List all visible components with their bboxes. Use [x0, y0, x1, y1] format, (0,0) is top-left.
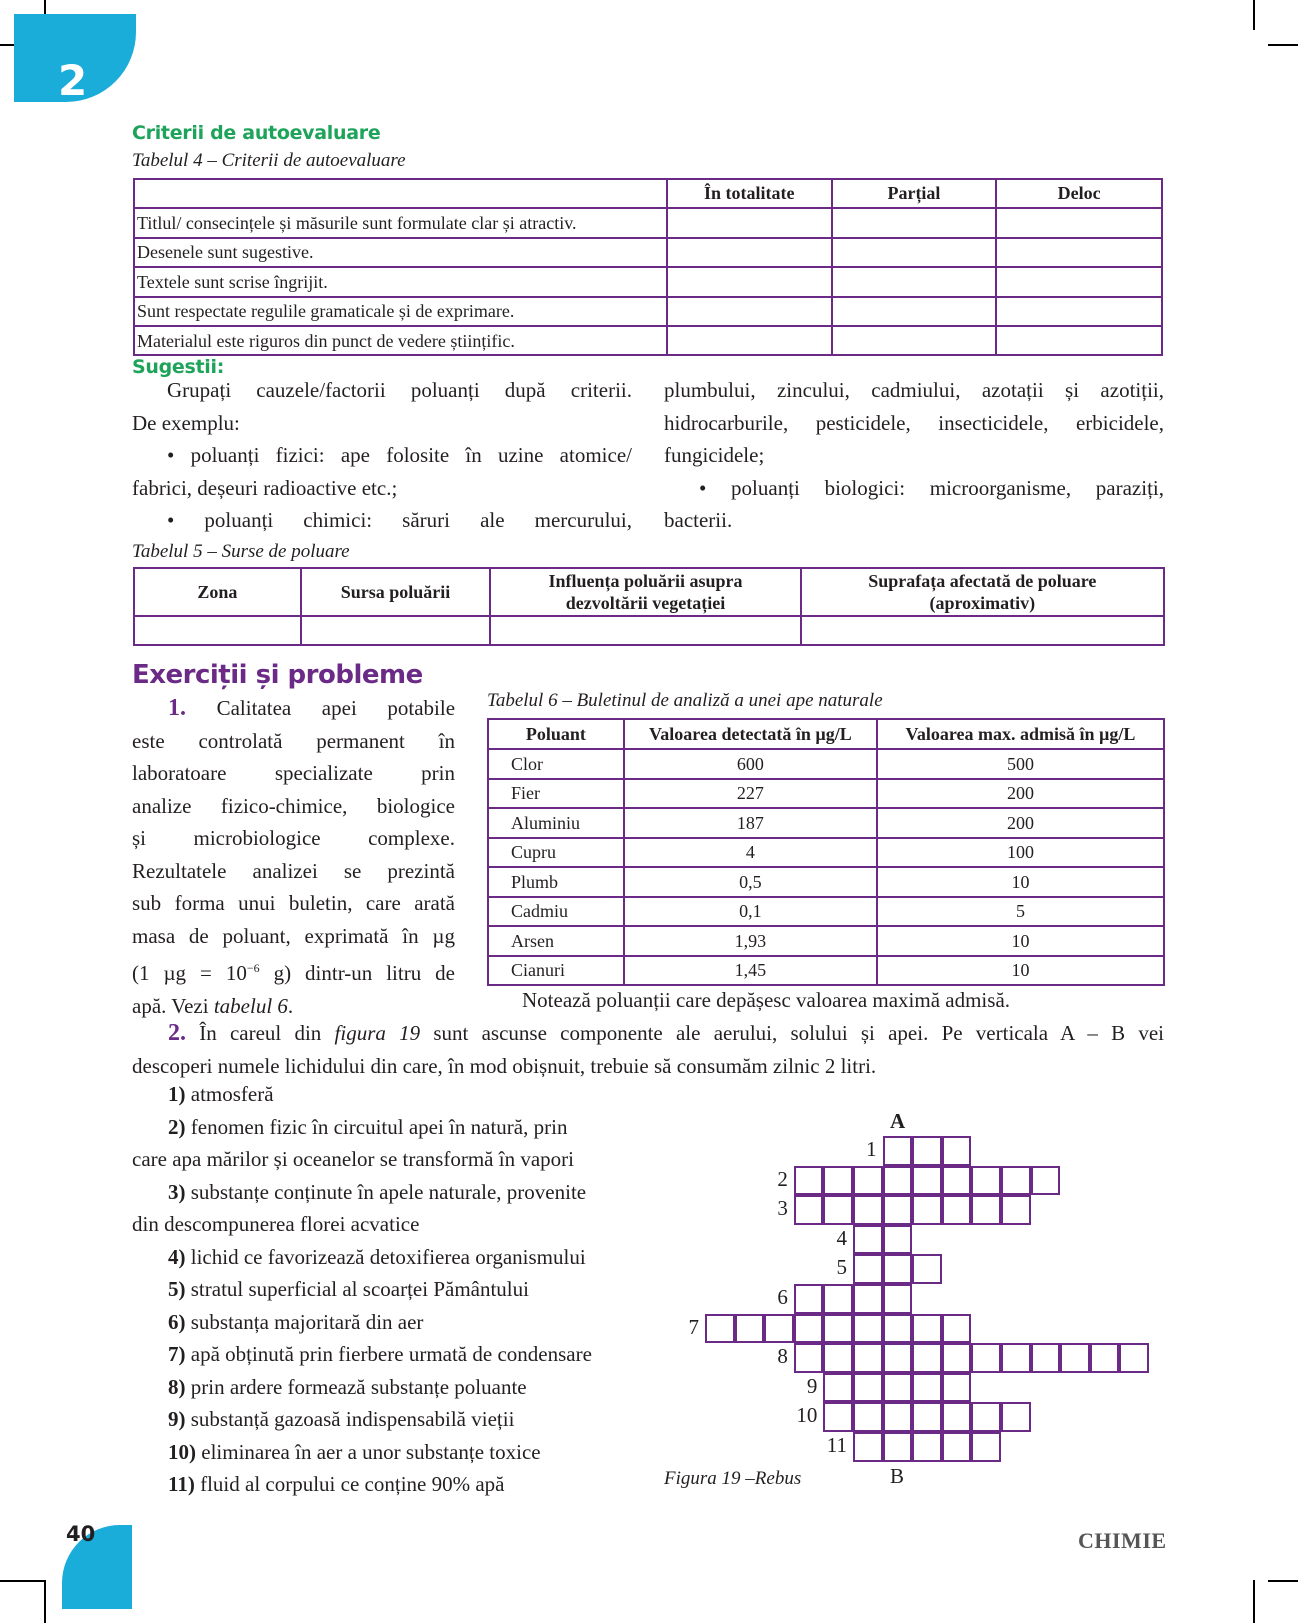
list-item: 2) fenomen fizic în circuitul apei în natură, prin	[168, 1114, 568, 1139]
crossword-row-number: 11	[826, 1433, 847, 1457]
exercises-heading: Exerciții și probleme	[132, 660, 423, 690]
criteria-cell[interactable]	[832, 297, 997, 326]
crossword-cell[interactable]	[971, 1432, 1001, 1462]
table5-header-area: Suprafața afectată de poluare (aproximativ)	[801, 568, 1164, 616]
crossword-row-number: 3	[777, 1196, 788, 1221]
crossword-cell[interactable]	[942, 1314, 972, 1344]
crossword-cell[interactable]	[883, 1343, 913, 1373]
criteria-cell[interactable]	[832, 238, 997, 267]
criteria-cell[interactable]	[667, 326, 832, 355]
crossword-row-number: 5	[836, 1255, 847, 1280]
table5-caption: Tabelul 5 – Surse de poluare	[132, 541, 350, 562]
crossword-cell[interactable]	[883, 1402, 913, 1432]
criteria-header-total: În totalitate	[667, 179, 832, 208]
crossword-row-number: 8	[777, 1344, 788, 1369]
crossword-cell[interactable]	[912, 1432, 942, 1462]
table-row: Fier 227 200	[488, 779, 1164, 809]
criteria-cell[interactable]	[996, 267, 1162, 296]
crossword-cell[interactable]	[823, 1166, 853, 1196]
suggestion-line: plumbului, zincului, cadmiului, azotații și azotiții,	[664, 378, 1164, 402]
page-number: 40	[66, 1522, 96, 1546]
table4-caption: Tabelul 4 – Criterii de autoevaluare	[132, 150, 406, 171]
suggestion-line: fungicidele;	[664, 443, 765, 467]
crossword-cell[interactable]	[1060, 1343, 1090, 1373]
criteria-cell[interactable]	[667, 297, 832, 326]
crossword-cell[interactable]	[971, 1166, 1001, 1196]
crossword-row-number: 10	[796, 1403, 818, 1428]
crossword-cell[interactable]	[853, 1166, 883, 1196]
table6-header-pollutant: Poluant	[488, 719, 624, 749]
crossword-cell[interactable]	[942, 1402, 972, 1432]
suggestion-line: De exemplu:	[132, 410, 240, 435]
table-row: Aluminiu 187 200	[488, 808, 1164, 838]
table-row: Cadmiu 0,1 5	[488, 897, 1164, 927]
crossword-row-number: 4	[836, 1225, 847, 1250]
crossword-cell[interactable]	[912, 1136, 942, 1166]
criteria-cell[interactable]	[667, 238, 832, 267]
crossword-cell[interactable]	[971, 1195, 1001, 1225]
crossword-top-label: A	[890, 1109, 906, 1133]
criteria-cell[interactable]	[667, 208, 832, 237]
figure19-caption: Figura 19 –Rebus	[664, 1468, 802, 1489]
crossword-cell[interactable]	[794, 1195, 824, 1225]
criteria-cell[interactable]	[832, 208, 997, 237]
crossword-cell[interactable]	[1001, 1195, 1031, 1225]
crossword-cell[interactable]	[912, 1314, 942, 1344]
crossword-cell[interactable]	[883, 1166, 913, 1196]
crossword-cell[interactable]	[1001, 1343, 1031, 1373]
crossword-cell[interactable]	[942, 1166, 972, 1196]
suggestion-line: • poluanți biologici: microorganisme, paraziți,	[699, 475, 1164, 500]
crossword-cell[interactable]	[853, 1373, 883, 1403]
criteria-table	[133, 178, 1163, 356]
suggestions-right-column	[664, 374, 1164, 537]
crossword-cell[interactable]	[853, 1343, 883, 1373]
crossword-cell[interactable]	[971, 1343, 1001, 1373]
list-item: 3) substanțe conținute în apele naturale, provenite	[168, 1179, 587, 1204]
criteria-cell[interactable]	[996, 238, 1162, 267]
water-analysis-table	[487, 718, 1165, 986]
crossword-cell[interactable]	[853, 1402, 883, 1432]
crossword-cell[interactable]	[883, 1195, 913, 1225]
crossword-cell[interactable]	[883, 1432, 913, 1462]
crossword-cell[interactable]	[942, 1432, 972, 1462]
crossword-cell[interactable]	[883, 1314, 913, 1344]
table-row	[134, 297, 1162, 326]
criteria-cell[interactable]	[832, 326, 997, 355]
subject-label: CHIMIE	[1078, 1528, 1167, 1553]
suggestion-line: fabrici, deșeuri radioactive etc.;	[132, 475, 398, 500]
table-row	[134, 208, 1162, 237]
list-item: 4) lichid ce favorizează detoxifierea organismului	[168, 1244, 586, 1269]
crossword-cell[interactable]	[794, 1343, 824, 1373]
criteria-cell[interactable]	[996, 208, 1162, 237]
table-row: Cupru 4 100	[488, 838, 1164, 868]
crossword-cell[interactable]	[853, 1254, 883, 1284]
table6-header-max: Valoarea max. admisă în µg/L	[877, 719, 1164, 749]
criteria-cell[interactable]	[667, 267, 832, 296]
suggestions-heading: Sugestii:	[132, 356, 225, 378]
crossword-cell[interactable]	[942, 1373, 972, 1403]
crossword-cell[interactable]	[794, 1314, 824, 1344]
crossword-cell[interactable]	[883, 1284, 913, 1314]
crossword-cell[interactable]	[883, 1373, 913, 1403]
exercise-1-number: 1.	[168, 695, 186, 721]
list-item: 1) atmosferă	[168, 1082, 274, 1106]
table6-header-detected: Valoarea detectată în µg/L	[624, 719, 877, 749]
table-row	[134, 267, 1162, 296]
suggestion-line: • poluanți fizici: ape folosite în uzine atomice/	[167, 443, 632, 467]
crossword-cell[interactable]	[912, 1373, 942, 1403]
crossword-cell[interactable]	[971, 1402, 1001, 1432]
crossword-cell[interactable]	[912, 1402, 942, 1432]
table5-header-source: Sursa poluării	[301, 568, 491, 616]
pollution-sources-table	[133, 567, 1165, 646]
list-item: 6) substanța majoritară din aer	[168, 1309, 424, 1334]
crop-mark	[44, 1580, 46, 1623]
table-row: Clor 600 500	[488, 749, 1164, 779]
criteria-cell[interactable]	[996, 326, 1162, 355]
crossword-cell[interactable]	[853, 1195, 883, 1225]
criteria-cell[interactable]	[996, 297, 1162, 326]
suggestion-line: hidrocarburile, pesticidele, insecticidele, erbicidele,	[664, 410, 1164, 435]
list-item: 11) fluid al corpului ce conține 90% apă	[168, 1472, 505, 1496]
list-item: 9) substanță gazoasă indispensabilă vieții	[168, 1407, 515, 1431]
crossword-cell[interactable]	[823, 1314, 853, 1344]
criteria-header-partial: Parțial	[832, 179, 997, 208]
exercise-1-instruction: Notează poluanții care depășesc valoarea maximă admisă.	[522, 988, 1011, 1012]
list-item: 7) apă obținută prin fierbere urmată de condensare	[168, 1342, 592, 1366]
criteria-cell[interactable]	[832, 267, 997, 296]
criteria-heading: Criterii de autoevaluare	[132, 122, 381, 144]
crossword-cell[interactable]	[823, 1402, 853, 1432]
table-row	[134, 326, 1162, 355]
table-row: Arsen 1,93 10	[488, 926, 1164, 956]
crop-mark	[0, 1580, 44, 1582]
crossword-cell[interactable]	[853, 1225, 883, 1255]
crossword-cell[interactable]	[823, 1343, 853, 1373]
crossword-cell[interactable]	[794, 1284, 824, 1314]
crossword-cell[interactable]	[883, 1136, 913, 1166]
exercise-2-number: 2.	[168, 1020, 186, 1046]
crossword-cell[interactable]	[853, 1284, 883, 1314]
crossword-row-number: 6	[777, 1285, 788, 1309]
table-row: Cianuri 1,45 10	[488, 956, 1164, 986]
crossword-cell[interactable]	[1031, 1343, 1061, 1373]
crop-mark	[1268, 1580, 1298, 1582]
crossword-cell[interactable]	[1090, 1343, 1120, 1373]
table6-caption: Tabelul 6 – Buletinul de analiză a unei ape naturale	[487, 690, 883, 711]
suggestion-line: Grupați cauzele/factorii poluanți după criterii.	[167, 378, 632, 402]
criteria-row-label: Materialul este riguros din punct de vedere științific.	[134, 326, 667, 355]
crossword-cell[interactable]	[823, 1195, 853, 1225]
crossword-clues: 1) atmosferă 2) fenomen fizic în circuitul apei în natură, prin care apa mărilor și oceanelor se transformă în vapori 3) substanțe conținute în apele naturale, provenite din descompunerea florei acvatice 4) lichid ce favorizează detoxifierea organismului 5) stratul superficial al scoarței Pământului 6) substanța majoritară din aer 7) apă obținută prin fierbere urmată de condensare 8) prin ardere formează substanțe poluante 9) substanță gazoasă indispensabilă vieții 10) eliminarea în aer a unor substanțe toxice 11) fluid al corpului ce conține 90% apă	[132, 1078, 632, 1501]
crossword-cell[interactable]	[912, 1254, 942, 1284]
crossword-cell[interactable]	[942, 1136, 972, 1166]
crossword-row-number: 1	[866, 1137, 877, 1161]
criteria-header-none: Deloc	[996, 179, 1162, 208]
table-row	[134, 616, 1164, 645]
crossword-cell[interactable]	[1001, 1166, 1031, 1196]
crossword-cell[interactable]	[705, 1314, 735, 1344]
criteria-row-label: Sunt respectate regulile gramaticale și de exprimare.	[134, 297, 667, 326]
table5-cell[interactable]	[301, 616, 491, 645]
crop-mark	[1253, 1580, 1255, 1623]
criteria-row-label: Textele sunt scrise îngrijit.	[134, 267, 667, 296]
crossword-cell[interactable]	[912, 1166, 942, 1196]
table5-header-influence: Influența poluării asupra dezvoltării vegetației	[490, 568, 800, 616]
crossword-bottom-label: B	[890, 1464, 905, 1488]
exercise-1-text: 1. Calitatea apei potabile este controlată permanent în laboratoare specializate prin analize fizico-chimice, biologice și microbiologice complexe. Rezultatele analizei se prezintă sub forma unui buletin, care arată masa de poluant, exprimată în µg (1 $\mu g = 10^{-6}$ g) dintr-un litru de apă. Vezi tabelul 6.	[132, 695, 456, 1018]
chapter-number: 2	[58, 56, 88, 105]
crossword-cell[interactable]	[1119, 1343, 1149, 1373]
crossword-row-number: 9	[806, 1373, 818, 1398]
crossword-cell[interactable]	[764, 1314, 794, 1344]
crossword-cell[interactable]	[942, 1195, 972, 1225]
crossword-cell[interactable]	[912, 1343, 942, 1373]
crossword-cell[interactable]	[853, 1432, 883, 1462]
table5-cell[interactable]	[134, 616, 301, 645]
crossword-cell[interactable]	[794, 1166, 824, 1196]
crossword-cell[interactable]	[735, 1314, 765, 1344]
table5-cell[interactable]	[801, 616, 1164, 645]
suggestion-line: • poluanți chimici: săruri ale mercurului,	[167, 508, 632, 532]
crop-mark	[1268, 44, 1298, 46]
crossword-cell[interactable]	[883, 1254, 913, 1284]
crossword-cell[interactable]	[1031, 1166, 1061, 1196]
criteria-header-empty	[134, 179, 667, 208]
criteria-row-label: Desenele sunt sugestive.	[134, 238, 667, 267]
crossword-cell[interactable]	[853, 1314, 883, 1344]
crossword-cell[interactable]	[823, 1284, 853, 1314]
criteria-row-label: Titlul/ consecințele și măsurile sunt formulate clar și atractiv.	[134, 208, 667, 237]
list-item: 8) prin ardere formează substanțe poluante	[168, 1374, 527, 1399]
crossword-row-number: 7	[688, 1314, 699, 1339]
crossword-cell[interactable]	[1001, 1402, 1031, 1432]
suggestions-left-column	[132, 374, 632, 537]
table5-header-zone: Zona	[134, 568, 301, 616]
table-row: Plumb 0,5 10	[488, 867, 1164, 897]
crop-mark	[1253, 0, 1255, 30]
exercise-2-text: 2. În careul din figura 19 sunt ascunse componente ale aerului, solului și apei. Pe verticala A – B vei descoperi numele lichidului din care, în mod obișnuit, trebuie să consumăm zilnic 2 litri.	[132, 1020, 1164, 1078]
list-item: 5) stratul superficial al scoarței Pământului	[168, 1277, 529, 1301]
table5-cell[interactable]	[490, 616, 800, 645]
crossword-cell[interactable]	[942, 1343, 972, 1373]
list-item: 10) eliminarea în aer a unor substanțe toxice	[168, 1439, 541, 1464]
suggestion-line: bacterii.	[664, 508, 733, 532]
table-row	[134, 238, 1162, 267]
crossword-row-number: 2	[777, 1166, 788, 1191]
crossword-cell[interactable]	[883, 1225, 913, 1255]
crossword-cell[interactable]	[912, 1195, 942, 1225]
crossword-cell[interactable]	[823, 1373, 853, 1403]
